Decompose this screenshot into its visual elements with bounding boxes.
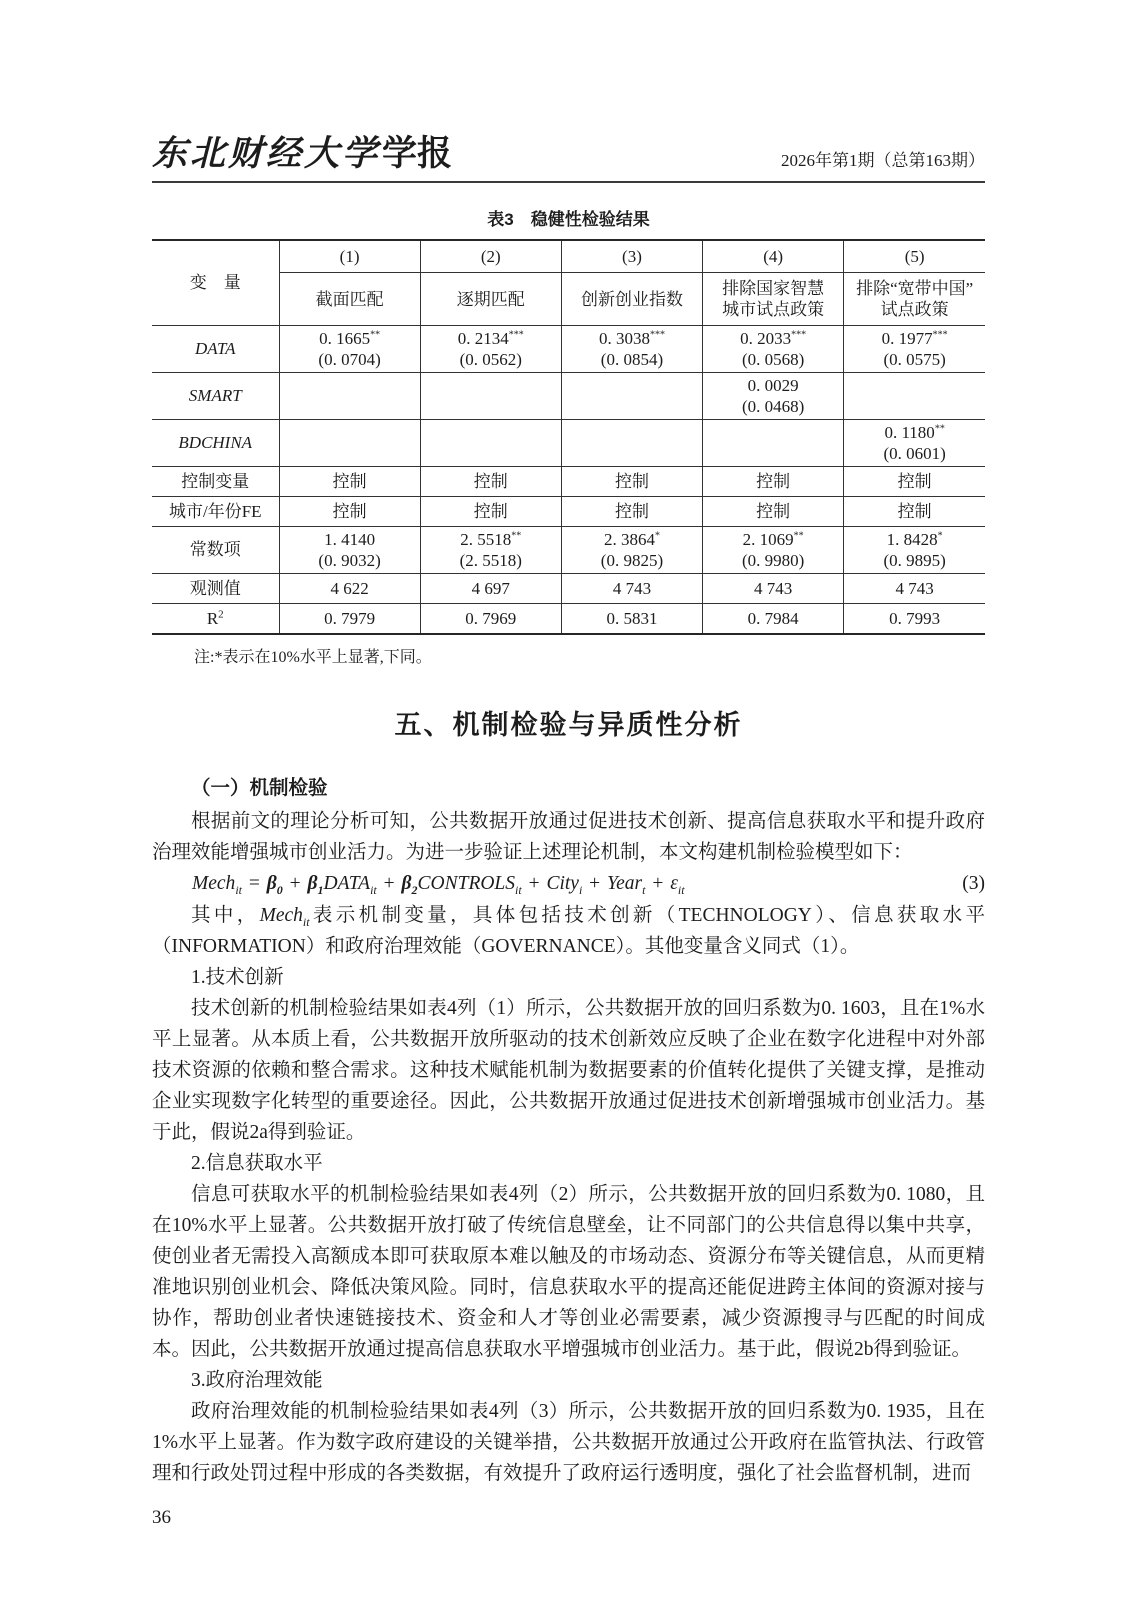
section-heading: 五、机制检验与异质性分析 <box>394 710 743 740</box>
table-cell: 0. 5831 <box>561 604 702 635</box>
table-col-number: (1) <box>279 240 420 273</box>
table-cell: 控制 <box>844 497 985 527</box>
formula-operator: + <box>378 873 400 894</box>
heading-information: 2.信息获取水平 <box>191 1153 323 1174</box>
table-cell: 0. 7979 <box>279 604 420 635</box>
table-col-label: 排除“宽带中国” 试点政策 <box>844 273 985 326</box>
formula-term: $\beta_2$ <box>401 873 418 897</box>
table-row <box>152 497 985 527</box>
table-cell: 2. 1069** (0. 9980) <box>703 527 844 574</box>
table-row <box>152 467 985 497</box>
table-cell: 控制 <box>561 497 702 527</box>
table-cell <box>279 373 420 420</box>
table-row-label: 常数项 <box>152 527 279 574</box>
formula-term: Year$_t$ <box>607 873 646 897</box>
table-cell: 控制 <box>279 467 420 497</box>
formula-number: (3) <box>962 873 985 894</box>
journal-header <box>152 132 985 183</box>
table-cell: 控制 <box>420 467 561 497</box>
table-cell <box>561 373 702 420</box>
table-cell: 0. 3038*** (0. 0854) <box>561 326 702 373</box>
paragraph-governance: 政府治理效能的机制检验结果如表4列（3）所示，公共数据开放的回归系数为0. 1935，且在1%水平上显著。作为数字政府建设的关键举措，公共数据开放通过公开政府在监管执法、行政管理和行政处罚过程中形成的各类数据，有效提升了政府运行透明度，强化了社会监督机制，进而 <box>152 1401 985 1484</box>
table-cell <box>420 420 561 467</box>
table-cell: 2. 5518** (2. 5518) <box>420 527 561 574</box>
table-cell: 控制 <box>703 467 844 497</box>
table-cell: 2. 3864* (0. 9825) <box>561 527 702 574</box>
table-col-number: (2) <box>420 240 561 273</box>
table-cell: 0. 1977*** (0. 0575) <box>844 326 985 373</box>
formula-expression <box>192 868 685 900</box>
paragraph-information: 信息可获取水平的机制检验结果如表4列（2）所示，公共数据开放的回归系数为0. 1080，且在10%水平上显著。公共数据开放打破了传统信息壁垒，让不同部门的公共信息得以集中共享，使创业者无需投入高额成本即可获取原本难以触及的市场动态、资源分布等关键信息，从而更精准地识别创业机会、降低决策风险。同时，信息获取水平的提高还能促进跨主体间的资源对接与协作，帮助创业者快速链接技术、资金和人才等创业必需要素，减少资源搜寻与匹配的时间成本。因此，公共数据开放通过提高信息获取水平增强城市创业活力。基于此，假说2b得到验证。 <box>152 1184 985 1360</box>
mech-variable <box>259 905 310 929</box>
table-cell: 0. 1180** (0. 0601) <box>844 420 985 467</box>
table-row-label: $R^2$ <box>152 604 279 635</box>
table-cell: 0. 7993 <box>844 604 985 635</box>
mech-variable-base: Mech <box>259 905 303 926</box>
table-note: 注:*表示在10%水平上显著,下同。 <box>194 649 432 666</box>
table-cell <box>279 420 420 467</box>
table-cell: 0. 7984 <box>703 604 844 635</box>
table-col-label: 排除国家智慧 城市试点政策 <box>703 273 844 326</box>
formula-operator: + <box>523 873 545 894</box>
paragraph-mechanism-variables <box>152 900 985 962</box>
journal-logo-suffix: 学报 <box>382 134 453 173</box>
formula-term: $DATA_{it}$ <box>323 873 377 897</box>
formula-operator: = <box>243 873 265 894</box>
formula-operator: + <box>584 873 606 894</box>
formula-term: City$_i$ <box>546 873 583 897</box>
table-cell: 4 622 <box>279 574 420 604</box>
table-header-variable: 变 量 <box>152 240 279 326</box>
journal-logo <box>152 132 452 176</box>
table-cell <box>420 373 561 420</box>
table-row-label: 观测值 <box>152 574 279 604</box>
table-row <box>152 574 985 604</box>
heading-tech-innovation: 1.技术创新 <box>191 967 284 988</box>
table-cell: 控制 <box>279 497 420 527</box>
paragraph-intro: 根据前文的理论分析可知，公共数据开放通过促进技术创新、提高信息获取水平和提升政府治理效能增强城市创业活力。为进一步验证上述理论机制，本文构建机制检验模型如下： <box>152 811 985 863</box>
paragraph-mechanism-suffix: 表示机制变量，具体包括技术创新（TECHNOLOGY）、信息获取水平（INFORMATION）和政府治理效能（GOVERNANCE）。其他变量含义同式（1）。 <box>152 905 985 957</box>
table-cell: 0. 2033*** (0. 0568) <box>703 326 844 373</box>
table-col-label: 逐期匹配 <box>420 273 561 326</box>
table-cell: 0. 2134*** (0. 0562) <box>420 326 561 373</box>
table-row <box>152 326 985 373</box>
table-row <box>152 604 985 635</box>
table-col-number: (5) <box>844 240 985 273</box>
table-cell: 4 743 <box>844 574 985 604</box>
table-row <box>152 420 985 467</box>
robustness-table <box>152 239 985 635</box>
table-cell: 0. 0029 (0. 0468) <box>703 373 844 420</box>
formula-term: $\beta_0$ <box>266 873 283 897</box>
table-row-label: 控制变量 <box>152 467 279 497</box>
table-row <box>152 527 985 574</box>
table-cell <box>561 420 702 467</box>
formula-term: Mech$_{it}$ <box>192 873 242 897</box>
table-col-label: 截面匹配 <box>279 273 420 326</box>
table-col-number: (3) <box>561 240 702 273</box>
table-cell: 控制 <box>561 467 702 497</box>
table-cell: 控制 <box>420 497 561 527</box>
table-cell: 1. 4140 (0. 9032) <box>279 527 420 574</box>
table-row-label: BDCHINA <box>152 420 279 467</box>
table-cell <box>703 420 844 467</box>
table-cell: 4 743 <box>703 574 844 604</box>
table-row-label: 城市/年份FE <box>152 497 279 527</box>
table-col-number: (4) <box>703 240 844 273</box>
table-row-label: SMART <box>152 373 279 420</box>
table-header-row-numbers <box>152 240 985 273</box>
subsection-heading: （一）机制检验 <box>191 777 328 799</box>
paragraph-mechanism-prefix: 其中， <box>191 905 260 926</box>
page-number: 36 <box>152 1507 171 1528</box>
paragraph-tech-innovation: 技术创新的机制检验结果如表4列（1）所示，公共数据开放的回归系数为0. 1603，且在1%水平上显著。从本质上看，公共数据开放所驱动的技术创新效应反映了企业在数字化进程中对外部技术资源的依赖和整合需求。这种技术赋能机制为数据要素的价值转化提供了关键支撑，是推动企业实现数字化转型的重要途径。因此，公共数据开放通过促进技术创新增强城市创业活力。基于此，假说2a得到验证。 <box>152 998 985 1143</box>
table-title: 表3 稳健性检验结果 <box>487 210 650 229</box>
table-cell: 1. 8428* (0. 9895) <box>844 527 985 574</box>
formula-term: $\varepsilon_{it}$ <box>670 873 685 897</box>
table-row <box>152 373 985 420</box>
formula-operator: + <box>284 873 306 894</box>
formula <box>152 868 985 900</box>
table-cell <box>844 373 985 420</box>
table-col-label: 创新创业指数 <box>561 273 702 326</box>
table-cell: 控制 <box>703 497 844 527</box>
formula-term: $\beta_1$ <box>307 873 324 897</box>
table-row-label: DATA <box>152 326 279 373</box>
table-cell: 4 743 <box>561 574 702 604</box>
formula-operator: + <box>647 873 669 894</box>
heading-governance: 3.政府治理效能 <box>191 1370 323 1391</box>
table-cell: 0. 1665** (0. 0704) <box>279 326 420 373</box>
table-cell: 0. 7969 <box>420 604 561 635</box>
table-cell: 4 697 <box>420 574 561 604</box>
issue-info: 2026年第1期（总第163期） <box>781 151 985 170</box>
journal-logo-calligraphy: 东北财经大学 <box>152 133 381 174</box>
table-cell: 控制 <box>844 467 985 497</box>
mech-variable-subscript: it <box>302 914 310 929</box>
formula-term: $CONTROLS_{it}$ <box>417 873 522 897</box>
